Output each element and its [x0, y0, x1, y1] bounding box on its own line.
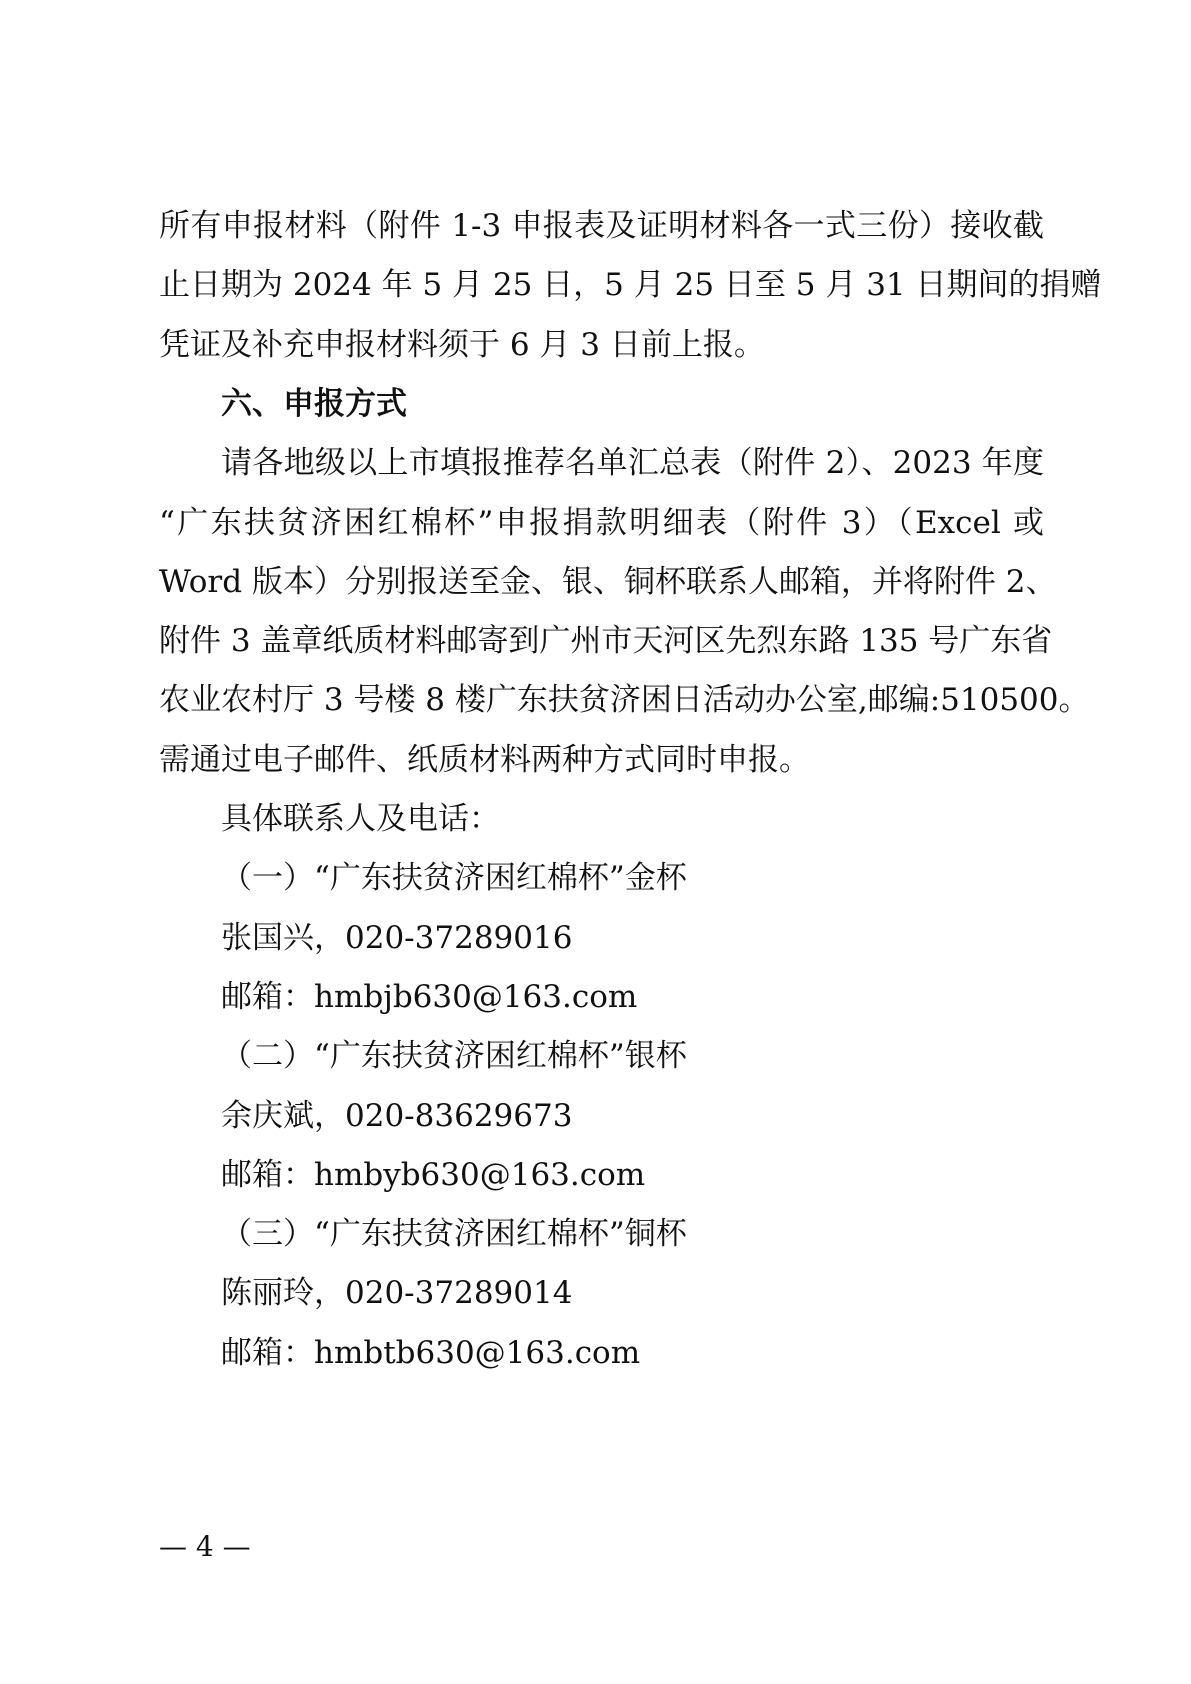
contacts-intro: 具体联系人及电话：: [221, 801, 500, 837]
paragraph-line: 需通过电子邮件、纸质材料两种方式同时申报。: [159, 742, 810, 778]
contact-title-silver: （二）“广东扶贫济困红棉杯”银杯: [221, 1038, 687, 1074]
paragraph-line: 止日期为 2024 年 5 月 25 日，5 月 25 日至 5 月 31 日期间的捐赠: [159, 267, 1102, 303]
contact-email-gold: 邮箱：hmbjb630@163.com: [221, 979, 638, 1015]
contact-title-gold: （一）“广东扶贫济困红棉杯”金杯: [221, 860, 687, 896]
section-heading: 六、申报方式: [221, 386, 407, 422]
paragraph-line: Word 版本）分别报送至金、银、铜杯联系人邮箱，并将附件 2、: [159, 564, 1057, 600]
paragraph-line: 农业农村厅 3 号楼 8 楼广东扶贫济困日活动办公室,邮编:510500。: [159, 682, 1090, 718]
contact-person-silver: 余庆斌，020-83629673: [221, 1098, 573, 1134]
contact-title-bronze: （三）“广东扶贫济困红棉杯”铜杯: [221, 1216, 687, 1252]
paragraph-line: 所有申报材料（附件 1-3 申报表及证明材料各一式三份）接收截: [159, 208, 1044, 244]
contact-email-silver: 邮箱：hmbyb630@163.com: [221, 1157, 646, 1193]
paragraph-line: 凭证及补充申报材料须于 6 月 3 日前上报。: [159, 327, 765, 363]
paragraph-line: 请各地级以上市填报推荐名单汇总表（附件 2）、2023 年度: [221, 445, 1044, 481]
paragraph-line: 附件 3 盖章纸质材料邮寄到广州市天河区先烈东路 135 号广东省: [159, 623, 1053, 659]
contact-person-gold: 张国兴，020-37289016: [221, 920, 573, 956]
paragraph-line: “广东扶贫济困红棉杯”申报捐款明细表（附件 3）（Excel 或: [159, 505, 1045, 541]
page-number: — 4 —: [159, 1530, 251, 1563]
contact-email-bronze: 邮箱：hmbtb630@163.com: [221, 1335, 641, 1371]
contact-person-bronze: 陈丽玲，020-37289014: [221, 1275, 573, 1311]
